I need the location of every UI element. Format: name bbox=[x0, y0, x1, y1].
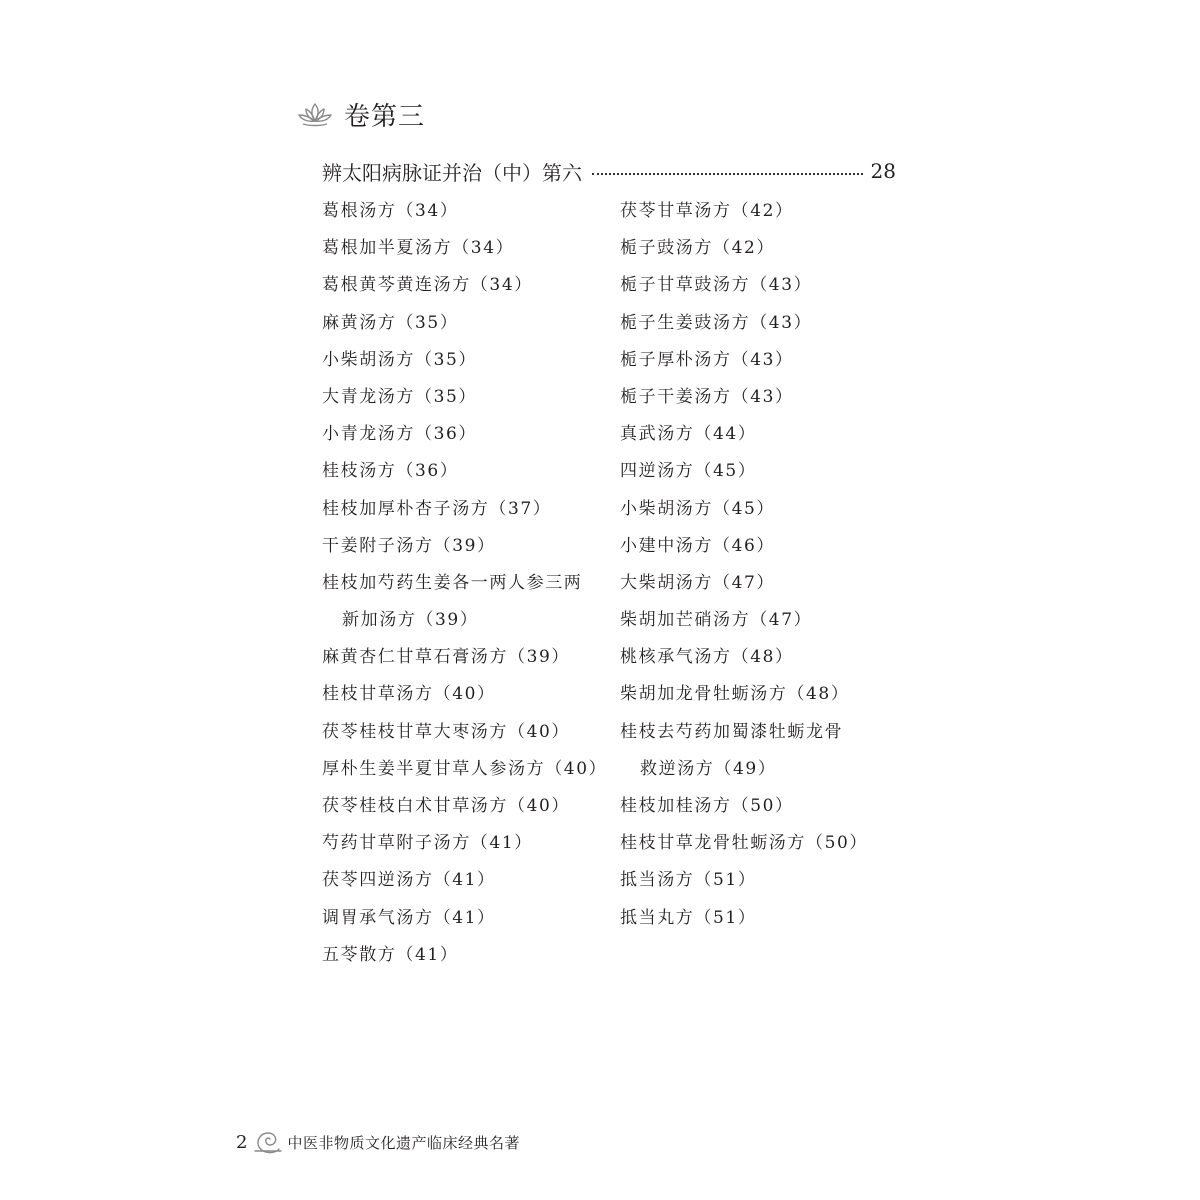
toc-entry[interactable]: 小青龙汤方（36） bbox=[322, 424, 478, 445]
toc-entry[interactable]: 桂枝甘草龙骨牡蛎汤方（50） bbox=[620, 833, 869, 854]
toc-entry[interactable]: 茯苓甘草汤方（42） bbox=[620, 201, 794, 221]
toc-entry[interactable]: 栀子厚朴汤方（43） bbox=[620, 349, 794, 370]
toc-entry[interactable]: 干姜附子汤方（39） bbox=[322, 535, 496, 556]
toc-entry[interactable]: 桂枝加芍药生姜各一两人参三两 bbox=[322, 572, 583, 593]
toc-entry[interactable]: 抵当丸方（51） bbox=[620, 907, 757, 928]
toc-entry[interactable]: 大柴胡汤方（47） bbox=[620, 572, 776, 593]
toc-entry[interactable]: 桂枝汤方（36） bbox=[322, 461, 459, 482]
toc-entry[interactable]: 麻黄汤方（35） bbox=[322, 312, 459, 333]
toc-entry[interactable]: 茯苓四逆汤方（41） bbox=[322, 870, 496, 891]
toc-entry[interactable]: 柴胡加龙骨牡蛎汤方（48） bbox=[620, 684, 850, 705]
toc-entry-continuation[interactable]: 新加汤方（39） bbox=[342, 610, 479, 631]
toc-entry[interactable]: 厚朴生姜半夏甘草人参汤方（40） bbox=[322, 758, 608, 779]
toc-entry[interactable]: 桂枝去芍药加蜀漆牡蛎龙骨 bbox=[620, 721, 844, 742]
swirl-icon bbox=[253, 1127, 283, 1157]
toc-entry[interactable]: 葛根加半夏汤方（34） bbox=[322, 238, 515, 259]
volume-title: 卷第三 bbox=[344, 101, 426, 132]
page-footer bbox=[236, 1122, 520, 1162]
toc-left-column bbox=[322, 193, 612, 974]
toc-entry[interactable]: 四逆汤方（45） bbox=[620, 461, 757, 482]
toc-entry[interactable]: 大青龙汤方（35） bbox=[322, 386, 478, 407]
toc-entry[interactable]: 五苓散方（41） bbox=[322, 944, 459, 965]
toc-entry[interactable]: 茯苓桂枝白术甘草汤方（40） bbox=[322, 796, 571, 816]
toc-entry[interactable]: 葛根黄芩黄连汤方（34） bbox=[322, 275, 533, 296]
dot-leader bbox=[592, 173, 863, 175]
volume-header bbox=[298, 92, 425, 136]
toc-entry[interactable]: 调胃承气汤方（41） bbox=[322, 907, 496, 928]
toc-entry[interactable]: 桂枝加厚朴杏子汤方（37） bbox=[322, 498, 552, 519]
toc-entry-continuation[interactable]: 救逆汤方（49） bbox=[640, 758, 777, 779]
toc-entry[interactable]: 栀子豉汤方（42） bbox=[620, 238, 776, 259]
toc-right-column bbox=[620, 193, 900, 937]
toc-entry[interactable]: 小柴胡汤方（35） bbox=[322, 349, 478, 370]
toc-entry[interactable]: 桂枝甘草汤方（40） bbox=[322, 684, 496, 705]
toc-entry[interactable]: 葛根汤方（34） bbox=[322, 201, 459, 221]
chapter-title: 辨太阳病脉证并治（中）第六 bbox=[322, 160, 582, 185]
toc-entry[interactable]: 芍药甘草附子汤方（41） bbox=[322, 833, 533, 854]
toc-entry[interactable]: 茯苓桂枝甘草大枣汤方（40） bbox=[322, 721, 571, 742]
toc-entry[interactable]: 麻黄杏仁甘草石膏汤方（39） bbox=[322, 647, 571, 668]
chapter-heading[interactable] bbox=[322, 154, 896, 188]
toc-entry[interactable]: 桃核承气汤方（48） bbox=[620, 647, 794, 668]
toc-entry[interactable]: 栀子干姜汤方（43） bbox=[620, 386, 794, 407]
toc-entry[interactable]: 小建中汤方（46） bbox=[620, 535, 776, 556]
toc-entry[interactable]: 栀子甘草豉汤方（43） bbox=[620, 275, 813, 296]
toc-entry[interactable]: 栀子生姜豉汤方（43） bbox=[620, 312, 813, 333]
lotus-icon bbox=[298, 100, 332, 128]
toc-entry[interactable]: 小柴胡汤方（45） bbox=[620, 498, 776, 519]
toc-entry[interactable]: 柴胡加芒硝汤方（47） bbox=[620, 610, 813, 631]
toc-entry[interactable]: 真武汤方（44） bbox=[620, 424, 757, 445]
book-title: 中医非物质文化遗产临床经典名著 bbox=[287, 1133, 520, 1152]
chapter-page-number: 28 bbox=[870, 159, 896, 183]
toc-entry[interactable]: 桂枝加桂汤方（50） bbox=[620, 796, 794, 816]
page-number: 2 bbox=[236, 1131, 248, 1153]
toc-entry[interactable]: 抵当汤方（51） bbox=[620, 870, 757, 891]
